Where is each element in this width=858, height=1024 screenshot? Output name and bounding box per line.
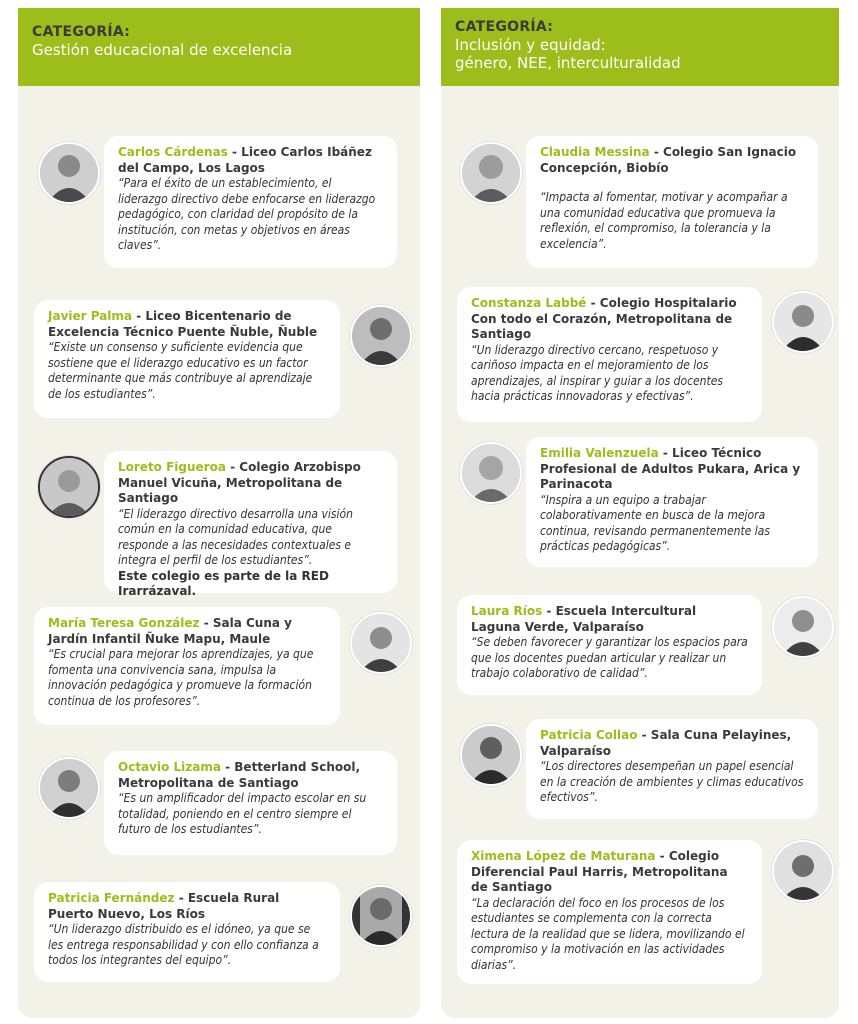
person-photo	[460, 724, 522, 786]
school-name: - Colegio Arzobispo Manuel Vicuña, Metropolitana de Santiago	[118, 460, 361, 505]
category-label: CATEGORÍA:	[455, 19, 554, 35]
testimonial-quote: “La declaración del foco en los procesos de los estudiantes se complementa con la correcta lectura de la realidad que se lidera, movilizando el compromiso y la motivación en las actividades diarias”.	[471, 895, 745, 972]
person-name: Loreto Figueroa	[118, 460, 226, 474]
testimonial-quote: “Es crucial para mejorar los aprendizajes, ya que fomenta una convivencia sana, impulsa la innovación pedagógica y promueve la formación continua de los profesores”.	[48, 647, 314, 708]
school-name: - Sala Cuna Pelayines, Valparaíso	[540, 728, 792, 758]
testimonial-quote: “El liderazgo directivo desarrolla una visión común en la comunidad educativa, que responde a las necesidades contextuales e integra el perfil de los estudiantes”.	[118, 506, 353, 567]
testimonial-card	[526, 437, 818, 567]
person-photo	[772, 291, 834, 353]
testimonial-quote: “Un liderazgo distribuido es el idóneo, ya que se les entrega responsabilidad y con ello confianza a todos los integrantes del equipo”.	[48, 922, 319, 967]
school-name: - Liceo Técnico Profesional de Adultos Pukara, Arica y Parinacota	[540, 446, 801, 491]
person-photo	[460, 142, 522, 204]
category-label: CATEGORÍA:	[32, 24, 131, 40]
testimonial-card	[34, 300, 340, 418]
person-photo	[38, 456, 100, 518]
testimonial-quote: “Los directores desempeñan un papel esencial en la creación de ambientes y climas educativos efectivos”.	[540, 759, 804, 804]
testimonial-card	[34, 882, 340, 982]
person-photo	[38, 142, 100, 204]
testimonial-quote: “Inspira a un equipo a trabajar colaborativamente en busca de la mejora continua, revisando permanentemente las prácticas pedagógicas”.	[540, 492, 771, 553]
testimonial-card	[104, 451, 397, 598]
testimonial-card	[526, 719, 818, 819]
person-name: Constanza Labbé	[471, 296, 587, 310]
person-name: Carlos Cárdenas	[118, 145, 228, 159]
testimonial-card	[104, 751, 397, 855]
testimonial-card	[457, 840, 762, 984]
person-photo	[350, 612, 412, 674]
category-header-left	[18, 8, 420, 86]
person-photo	[38, 757, 100, 819]
testimonial-quote: “Para el éxito de un establecimiento, el liderazgo directivo debe enfocarse en liderazgo pedagógico, con claridad del propósito de la institución, con metas y objetivos en áreas claves”.	[118, 176, 376, 252]
school-name: - Liceo Bicentenario de Excelencia Técnico Puente Ñuble, Ñuble	[48, 309, 318, 339]
person-name: Laura Ríos	[471, 604, 543, 618]
category-header-right	[441, 8, 839, 86]
person-name: Emilia Valenzuela	[540, 446, 659, 460]
school-name: - Colegio San Ignacio Concepción, Biobío	[540, 145, 797, 175]
school-name: - Colegio Diferencial Paul Harris, Metropolitana de Santiago	[471, 849, 728, 894]
person-photo	[772, 596, 834, 658]
person-name: Ximena López de Maturana	[471, 849, 656, 863]
school-name: - Escuela Intercultural Laguna Verde, Valparaíso	[471, 604, 697, 634]
testimonial-quote: “Se deben favorecer y garantizar los espacios para que los docentes puedan articular y realizar un trabajo colaborativo de calidad”.	[471, 635, 748, 680]
person-name: Patricia Fernández	[48, 891, 175, 905]
person-name: Javier Palma	[48, 309, 133, 323]
person-name: Octavio Lizama	[118, 760, 221, 774]
testimonial-card	[526, 136, 818, 268]
testimonial-card	[34, 607, 340, 725]
category-title-line-1: Inclusión y equidad:	[455, 36, 606, 54]
person-name: Claudia Messina	[540, 145, 650, 159]
school-name: - Colegio Hospitalario Con todo el Corazón, Metropolitana de Santiago	[471, 296, 737, 341]
testimonial-card	[457, 287, 762, 422]
person-photo	[772, 840, 834, 902]
person-photo	[350, 305, 412, 367]
person-photo	[460, 442, 522, 504]
testimonial-card	[457, 595, 762, 695]
person-name: Patricia Collao	[540, 728, 638, 742]
testimonial-card	[104, 136, 397, 268]
person-photo	[350, 885, 412, 947]
testimonial-quote: “Impacta al fomentar, motivar y acompañar a una comunidad educativa que promueva la reflexión, el compromiso, la tolerancia y la excelencia”.	[540, 190, 788, 251]
testimonial-quote: “Es un amplificador del impacto escolar en su totalidad, poniendo en el centro siempre el futuro de los estudiantes”.	[118, 791, 367, 836]
network-note: Este colegio es parte de la RED Irarrázaval.	[118, 568, 329, 598]
person-name: María Teresa González	[48, 616, 200, 630]
school-name: - Betterland School, Metropolitana de Santiago	[118, 760, 361, 790]
category-title: Gestión educacional de excelencia	[32, 41, 293, 59]
category-title-line-2: género, NEE, interculturalidad	[455, 54, 681, 72]
testimonial-quote: “Existe un consenso y suficiente evidencia que sostiene que el liderazgo educativo es un factor determinante que más contribuye al aprendizaje de los estudiantes”.	[48, 340, 313, 401]
school-name: - Escuela Rural Puerto Nuevo, Los Ríos	[48, 891, 280, 921]
testimonial-quote: “Un liderazgo directivo cercano, respetuoso y cariñoso impacta en el mejoramiento de los aprendizajes, al inspirar y guiar a los docentes hacia prácticas innovadoras y efectivas”.	[471, 342, 724, 403]
school-name: - Liceo Carlos Ibáñez del Campo, Los Lagos	[118, 145, 372, 175]
school-name: - Sala Cuna y Jardín Infantil Ñuke Mapu, Maule	[48, 616, 292, 646]
